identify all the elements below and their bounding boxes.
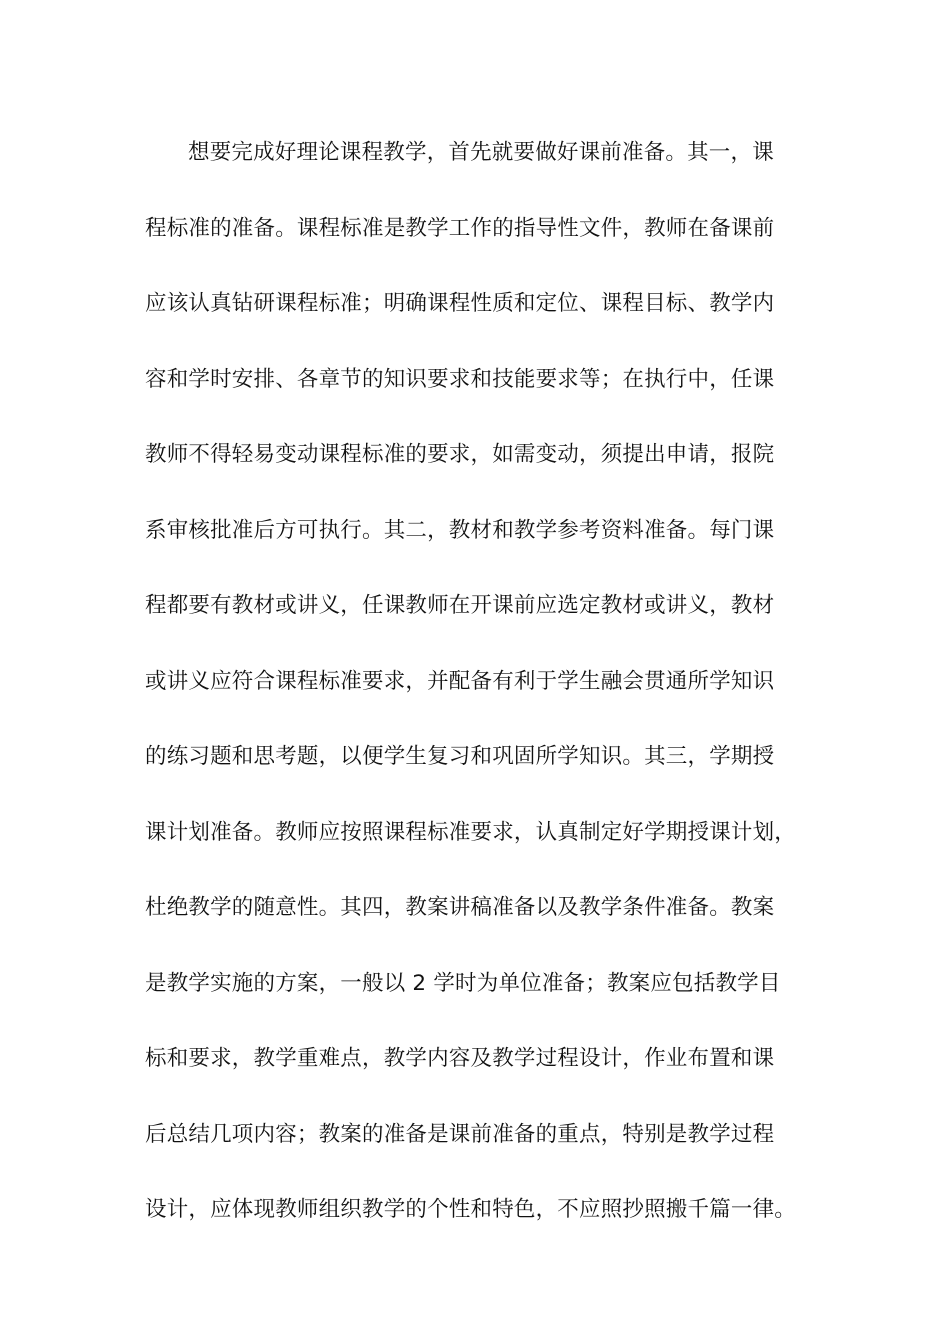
body-paragraph: [145, 133, 825, 1266]
paragraph-line: 课计划准备。教师应按照课程标准要求，认真制定好学期授课计划，: [145, 819, 797, 845]
paragraph-line: 的练习题和思考题，以便学生复习和巩固所学知识。其三，学期授: [145, 744, 775, 769]
paragraph-line: 杜绝教学的随意性。其四，教案讲稿准备以及教学条件准备。教案: [145, 895, 775, 920]
paragraph-line: 是教学实施的方案，一般以 2 学时为单位准备；教案应包括教学目: [145, 970, 781, 996]
paragraph-line: 标和要求，教学重难点，教学内容及教学过程设计，作业布置和课: [145, 1046, 775, 1071]
paragraph-line: 程都要有教材或讲义，任课教师在开课前应选定教材或讲义，教材: [145, 593, 775, 618]
paragraph-line: 容和学时安排、各章节的知识要求和技能要求等；在执行中，任课: [145, 366, 775, 392]
paragraph-line: 设计，应体现教师组织教学的个性和特色，不应照抄照搬千篇一律。: [145, 1197, 797, 1222]
paragraph-line: 想要完成好理论课程教学，首先就要做好课前准备。其一，课: [188, 140, 774, 165]
paragraph-line: 教师不得轻易变动课程标准的要求，如需变动，须提出申请，报院: [145, 442, 775, 467]
paragraph-line: 程标准的准备。课程标准是教学工作的指导性文件，教师在备课前: [145, 215, 775, 241]
paragraph-line: 后总结几项内容；教案的准备是课前准备的重点，特别是教学过程: [145, 1121, 775, 1147]
paragraph-line: 系审核批准后方可执行。其二，教材和教学参考资料准备。每门课: [145, 517, 775, 543]
paragraph-line: 应该认真钻研课程标准；明确课程性质和定位、课程目标、教学内: [145, 291, 775, 316]
paragraph-line: 或讲义应符合课程标准要求，并配备有利于学生融会贯通所学知识: [145, 668, 775, 694]
